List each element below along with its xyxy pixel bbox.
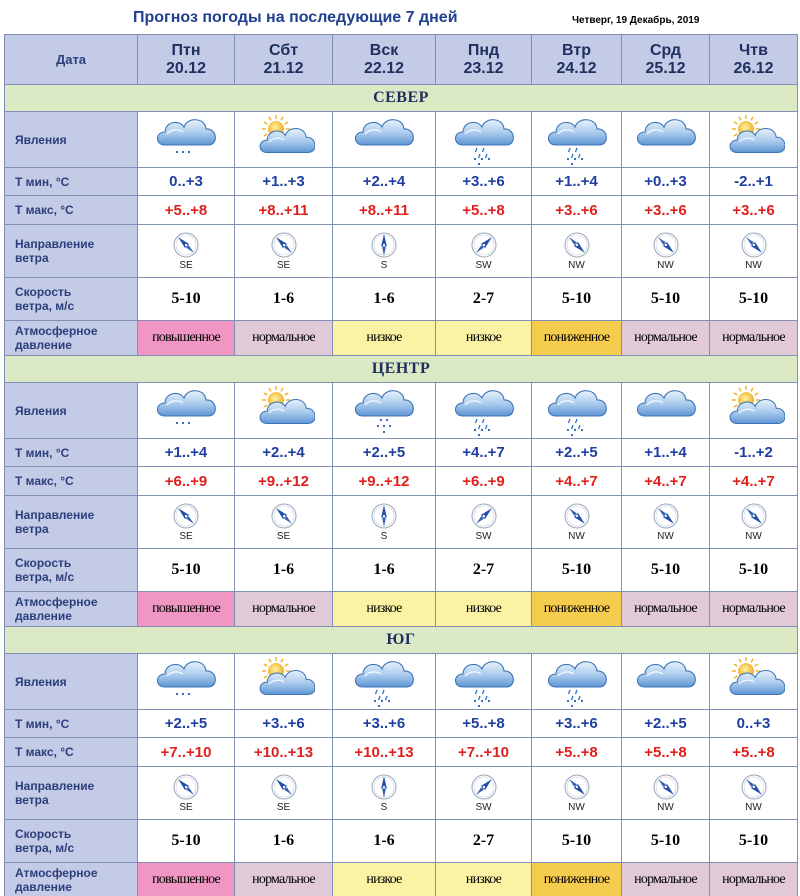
weather-cell (235, 654, 333, 710)
wind-speed-value: 5-10 (138, 549, 235, 592)
tmax-label-text: Т макс, °С (15, 745, 74, 759)
day-header (138, 35, 235, 85)
cloud-rain-snow-icon (353, 656, 415, 708)
wind-direction-cell (532, 496, 622, 549)
tmin-value: +2..+5 (532, 439, 622, 467)
cloud-rain-snow-icon (546, 385, 608, 437)
compass-arrow-icon (370, 231, 398, 259)
phenomena-label (5, 654, 138, 710)
weather-cell (138, 383, 235, 439)
compass-arrow-icon (470, 231, 498, 259)
wind-direction-value: NW (657, 531, 674, 542)
region-title (5, 85, 798, 112)
wind-speed-value: 2-7 (436, 278, 532, 321)
weather-cell (710, 654, 798, 710)
wind-direction-label-text: Направление (15, 237, 95, 251)
pressure-label-text: давление (15, 338, 72, 352)
day-name: Пнд (467, 41, 500, 59)
wind-speed-value: 5-10 (622, 820, 710, 863)
wind-speed-value: 5-10 (532, 820, 622, 863)
wind-direction-value: NW (657, 260, 674, 271)
wind-speed-value: 1-6 (333, 549, 436, 592)
tmin-value: +3..+6 (333, 710, 436, 738)
tmin-value: +1..+4 (532, 168, 622, 196)
compass-arrow-icon (652, 773, 680, 801)
wind-speed-value: 5-10 (710, 549, 798, 592)
tmax-value: +4..+7 (710, 467, 798, 496)
compass-arrow-icon (652, 231, 680, 259)
wind-speed-label-text: ветра, м/с (15, 841, 75, 855)
pressure-value: низкое (333, 863, 436, 896)
tmax-label (5, 196, 138, 225)
wind-direction-value: SE (276, 260, 291, 271)
pressure-value: низкое (333, 592, 436, 627)
partly-cloudy-sun-icon (253, 385, 315, 437)
region-title (5, 356, 798, 383)
compass-arrow-icon (740, 773, 768, 801)
compass-arrow-icon (470, 502, 498, 530)
pressure-value: пониженное (532, 863, 622, 896)
wind-direction-cell (235, 496, 333, 549)
pressure-value: нормальное (622, 863, 710, 896)
weather-cell (532, 112, 622, 168)
tmax-value: +8..+11 (333, 196, 436, 225)
tmax-row (5, 467, 798, 496)
day-name: Втр (562, 41, 591, 59)
compass-arrow-icon (270, 502, 298, 530)
day-name: Вск (369, 41, 399, 59)
wind-speed-value: 5-10 (622, 278, 710, 321)
wind-direction-cell (436, 496, 532, 549)
wind-direction-cell (138, 225, 235, 278)
tmax-value: +9..+12 (235, 467, 333, 496)
wind-direction-value: S (380, 531, 388, 542)
tmin-value: -1..+2 (710, 439, 798, 467)
page-header (0, 0, 800, 34)
weather-cell (138, 654, 235, 710)
compass-arrow-icon (172, 502, 200, 530)
pressure-row (5, 863, 798, 896)
tmax-value: +4..+7 (532, 467, 622, 496)
pressure-value: нормальное (235, 592, 333, 627)
day-name: Чтв (739, 41, 768, 59)
wind-direction-row (5, 225, 798, 278)
pressure-label-text: давление (15, 609, 72, 623)
wind-direction-value: SW (475, 802, 492, 813)
compass-arrow-icon (563, 231, 591, 259)
pressure-value: низкое (436, 863, 532, 896)
wind-direction-value: S (380, 802, 388, 813)
pressure-label (5, 863, 138, 896)
tmax-value: +4..+7 (622, 467, 710, 496)
compass-arrow-icon (470, 773, 498, 801)
phenomena-label-text: Явления (15, 674, 67, 689)
tmax-value: +10..+13 (235, 738, 333, 767)
tmax-value: +7..+10 (138, 738, 235, 767)
wind-direction-value: SW (475, 531, 492, 542)
wind-direction-row (5, 496, 798, 549)
wind-direction-cell (532, 225, 622, 278)
region-title (5, 627, 798, 654)
partly-cloudy-sun-icon (253, 656, 315, 708)
wind-speed-value: 1-6 (235, 278, 333, 321)
weather-cell (710, 383, 798, 439)
wind-speed-value: 2-7 (436, 549, 532, 592)
wind-direction-cell (333, 225, 436, 278)
tmin-label-text: Т мин, °С (15, 174, 70, 189)
compass-arrow-icon (563, 773, 591, 801)
compass-arrow-icon (172, 773, 200, 801)
wind-speed-value: 2-7 (436, 820, 532, 863)
wind-direction-label (5, 496, 138, 549)
pressure-value: повышенное (138, 592, 235, 627)
wind-speed-value: 5-10 (710, 820, 798, 863)
weather-cell (532, 383, 622, 439)
weather-cell (235, 383, 333, 439)
tmax-value: +5..+8 (138, 196, 235, 225)
weather-cell (436, 383, 532, 439)
pressure-value: нормальное (710, 863, 798, 896)
compass-arrow-icon (740, 502, 768, 530)
pressure-label-text: давление (15, 880, 72, 894)
day-name: Срд (649, 41, 682, 59)
tmin-value: +1..+4 (138, 439, 235, 467)
day-header (333, 35, 436, 85)
pressure-value: нормальное (710, 592, 798, 627)
wind-direction-cell (138, 496, 235, 549)
partly-cloudy-sun-icon (253, 114, 315, 166)
day-date: 22.12 (363, 59, 405, 77)
pressure-label-text: Атмосферное (15, 595, 98, 609)
cloudy-icon (635, 656, 697, 708)
cloudy-icon (635, 114, 697, 166)
tmin-value: +5..+8 (436, 710, 532, 738)
compass-arrow-icon (270, 773, 298, 801)
cloud-rain-snow-icon (546, 656, 608, 708)
day-header (622, 35, 710, 85)
pressure-value: нормальное (622, 321, 710, 356)
wind-direction-value: SE (276, 531, 291, 542)
cloudy-icon (353, 114, 415, 166)
wind-direction-value: NW (745, 531, 762, 542)
compass-arrow-icon (740, 231, 768, 259)
wind-speed-label (5, 820, 138, 863)
cloud-snow-light-icon (155, 114, 217, 166)
tmax-value: +3..+6 (532, 196, 622, 225)
day-date: 21.12 (263, 59, 304, 77)
wind-direction-cell (532, 767, 622, 820)
tmax-value: +8..+11 (235, 196, 333, 225)
tmin-value: +4..+7 (436, 439, 532, 467)
region-name: СЕВЕР (373, 89, 429, 106)
tmax-label (5, 467, 138, 496)
wind-direction-value: NW (745, 260, 762, 271)
wind-speed-value: 5-10 (710, 278, 798, 321)
pressure-value: пониженное (532, 592, 622, 627)
wind-direction-value: SW (475, 260, 492, 271)
wind-speed-value: 1-6 (333, 278, 436, 321)
pressure-label (5, 592, 138, 627)
tmin-value: +2..+5 (622, 710, 710, 738)
phenomena-label-text: Явления (15, 132, 67, 147)
tmax-value: +5..+8 (622, 738, 710, 767)
region-name: ЮГ (386, 631, 416, 648)
wind-direction-cell (138, 767, 235, 820)
cloud-rain-snow-icon (453, 656, 515, 708)
wind-speed-value: 5-10 (138, 820, 235, 863)
wind-direction-value: SE (276, 802, 291, 813)
partly-cloudy-sun-icon (723, 385, 785, 437)
wind-direction-cell (436, 225, 532, 278)
weather-cell (436, 112, 532, 168)
wind-direction-value: NW (657, 802, 674, 813)
phenomena-row (5, 112, 798, 168)
wind-direction-cell (710, 767, 798, 820)
current-date: Четверг, 19 Декабрь, 2019 (572, 15, 700, 26)
phenomena-label (5, 112, 138, 168)
tmax-value: +3..+6 (710, 196, 798, 225)
tmin-label (5, 439, 138, 467)
day-date: 23.12 (463, 59, 504, 77)
day-date: 26.12 (733, 59, 774, 77)
compass-arrow-icon (172, 231, 200, 259)
cloud-rain-snow-icon (453, 385, 515, 437)
wind-direction-row (5, 767, 798, 820)
phenomena-label-text: Явления (15, 403, 67, 418)
date-header-text: Дата (55, 51, 87, 67)
tmax-label-text: Т макс, °С (15, 474, 74, 488)
pressure-value: низкое (436, 592, 532, 627)
tmax-value: +5..+8 (710, 738, 798, 767)
pressure-label-text: Атмосферное (15, 866, 98, 880)
pressure-value: нормальное (235, 321, 333, 356)
tmin-value: +0..+3 (622, 168, 710, 196)
compass-arrow-icon (370, 773, 398, 801)
tmax-value: +7..+10 (436, 738, 532, 767)
wind-speed-label-text: Скорость (15, 285, 72, 299)
tmax-value: +5..+8 (436, 196, 532, 225)
wind-speed-value: 1-6 (235, 820, 333, 863)
wind-direction-cell (710, 496, 798, 549)
day-date: 25.12 (645, 59, 686, 77)
wind-direction-value: NW (745, 802, 762, 813)
pressure-value: нормальное (710, 321, 798, 356)
wind-direction-label (5, 225, 138, 278)
tmax-value: +3..+6 (622, 196, 710, 225)
partly-cloudy-sun-icon (723, 656, 785, 708)
wind-speed-value: 1-6 (235, 549, 333, 592)
weather-cell (333, 654, 436, 710)
phenomena-row (5, 383, 798, 439)
region-row (5, 85, 798, 112)
wind-speed-value: 5-10 (138, 278, 235, 321)
wind-direction-cell (622, 767, 710, 820)
date-header-row (5, 35, 798, 85)
wind-speed-value: 5-10 (532, 549, 622, 592)
wind-speed-value: 5-10 (532, 278, 622, 321)
wind-direction-value: SE (179, 260, 193, 271)
compass-arrow-icon (370, 502, 398, 530)
partly-cloudy-sun-icon (723, 114, 785, 166)
wind-speed-label-text: ветра, м/с (15, 299, 75, 313)
tmax-label-text: Т макс, °С (15, 203, 74, 217)
phenomena-label (5, 383, 138, 439)
tmin-value: +2..+5 (138, 710, 235, 738)
cloud-snow-icon (353, 385, 415, 437)
cloudy-icon (635, 385, 697, 437)
pressure-value: повышенное (138, 321, 235, 356)
wind-direction-label-text: Направление (15, 508, 95, 522)
wind-direction-cell (333, 767, 436, 820)
pressure-value: нормальное (235, 863, 333, 896)
pressure-row (5, 592, 798, 627)
wind-speed-value: 5-10 (622, 549, 710, 592)
tmax-value: +9..+12 (333, 467, 436, 496)
day-header (436, 35, 532, 85)
tmin-value: +2..+4 (333, 168, 436, 196)
tmin-value: +1..+4 (622, 439, 710, 467)
wind-speed-value: 1-6 (333, 820, 436, 863)
wind-direction-value: NW (568, 531, 585, 542)
tmax-value: +5..+8 (532, 738, 622, 767)
tmin-row (5, 168, 798, 196)
cloud-snow-light-icon (155, 656, 217, 708)
day-header (710, 35, 798, 85)
forecast-table (4, 34, 798, 896)
compass-arrow-icon (270, 231, 298, 259)
tmin-value: +3..+6 (532, 710, 622, 738)
tmin-value: +2..+5 (333, 439, 436, 467)
weather-cell (710, 112, 798, 168)
day-name: Птн (171, 41, 201, 59)
wind-direction-value: SE (179, 531, 193, 542)
tmin-value: 0..+3 (710, 710, 798, 738)
wind-direction-cell (235, 225, 333, 278)
compass-arrow-icon (652, 502, 680, 530)
region-row (5, 627, 798, 654)
pressure-value: пониженное (532, 321, 622, 356)
weather-cell (436, 654, 532, 710)
pressure-label-text: Атмосферное (15, 324, 98, 338)
wind-speed-label (5, 278, 138, 321)
day-date: 24.12 (556, 59, 597, 77)
pressure-row (5, 321, 798, 356)
pressure-value: низкое (333, 321, 436, 356)
wind-direction-label-text: ветра (15, 793, 49, 807)
wind-direction-value: SE (179, 802, 193, 813)
tmin-label (5, 168, 138, 196)
tmin-value: 0..+3 (138, 168, 235, 196)
wind-direction-value: S (380, 260, 388, 271)
tmin-value: +1..+3 (235, 168, 333, 196)
wind-direction-value: NW (568, 260, 585, 271)
wind-direction-label-text: Направление (15, 779, 95, 793)
tmin-label-text: Т мин, °С (15, 445, 70, 460)
weather-cell (622, 112, 710, 168)
weather-cell (333, 383, 436, 439)
cloud-rain-snow-icon (453, 114, 515, 166)
region-row (5, 356, 798, 383)
tmax-value: +10..+13 (333, 738, 436, 767)
day-name: Сбт (268, 41, 299, 59)
wind-direction-label-text: ветра (15, 522, 49, 536)
wind-direction-label-text: ветра (15, 251, 49, 265)
tmin-label (5, 710, 138, 738)
cloud-rain-snow-icon (546, 114, 608, 166)
region-name: ЦЕНТР (371, 360, 431, 377)
wind-direction-cell (235, 767, 333, 820)
wind-speed-label-text: Скорость (15, 556, 72, 570)
pressure-value: нормальное (622, 592, 710, 627)
weather-cell (138, 112, 235, 168)
tmin-value: -2..+1 (710, 168, 798, 196)
tmin-label-text: Т мин, °С (15, 716, 70, 731)
wind-direction-label (5, 767, 138, 820)
weather-cell (622, 383, 710, 439)
tmin-row (5, 710, 798, 738)
day-header (532, 35, 622, 85)
day-header (235, 35, 333, 85)
wind-speed-label (5, 549, 138, 592)
wind-direction-cell (622, 225, 710, 278)
pressure-value: повышенное (138, 863, 235, 896)
page-title: Прогноз погоды на последующие 7 дней (133, 9, 458, 26)
pressure-value: низкое (436, 321, 532, 356)
tmin-value: +2..+4 (235, 439, 333, 467)
tmax-value: +6..+9 (138, 467, 235, 496)
wind-speed-label-text: ветра, м/с (15, 570, 75, 584)
wind-speed-row (5, 820, 798, 863)
tmin-row (5, 439, 798, 467)
tmax-row (5, 196, 798, 225)
wind-speed-row (5, 278, 798, 321)
wind-direction-value: NW (568, 802, 585, 813)
pressure-label (5, 321, 138, 356)
weather-cell (333, 112, 436, 168)
weather-cell (532, 654, 622, 710)
wind-direction-cell (622, 496, 710, 549)
wind-speed-row (5, 549, 798, 592)
tmax-value: +6..+9 (436, 467, 532, 496)
wind-direction-cell (710, 225, 798, 278)
weather-cell (235, 112, 333, 168)
wind-direction-cell (333, 496, 436, 549)
date-header-label (5, 35, 138, 85)
phenomena-row (5, 654, 798, 710)
tmax-label (5, 738, 138, 767)
tmax-row (5, 738, 798, 767)
tmin-value: +3..+6 (235, 710, 333, 738)
cloud-snow-light-icon (155, 385, 217, 437)
tmin-value: +3..+6 (436, 168, 532, 196)
compass-arrow-icon (563, 502, 591, 530)
weather-cell (622, 654, 710, 710)
day-date: 20.12 (165, 59, 207, 77)
wind-direction-cell (436, 767, 532, 820)
wind-speed-label-text: Скорость (15, 827, 72, 841)
